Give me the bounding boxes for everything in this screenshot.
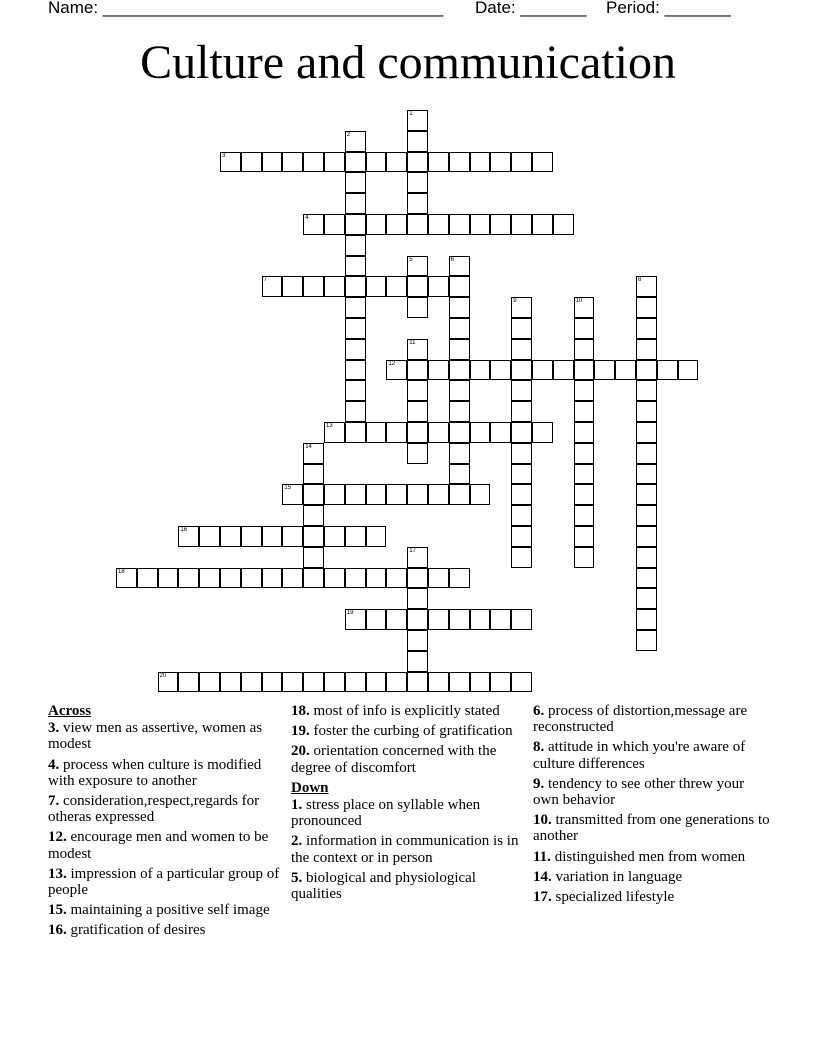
- crossword-cell[interactable]: [199, 526, 220, 547]
- crossword-cell[interactable]: [428, 484, 449, 505]
- crossword-cell[interactable]: [636, 588, 657, 609]
- crossword-cell[interactable]: [366, 214, 387, 235]
- crossword-cell[interactable]: [574, 422, 595, 443]
- crossword-cell[interactable]: [345, 172, 366, 193]
- crossword-cell[interactable]: [636, 422, 657, 443]
- crossword-cell[interactable]: [241, 672, 262, 693]
- crossword-cell[interactable]: [366, 526, 387, 547]
- crossword-cell[interactable]: [428, 276, 449, 297]
- crossword-cell[interactable]: [324, 526, 345, 547]
- crossword-cell[interactable]: [449, 297, 470, 318]
- crossword-cell[interactable]: [407, 609, 428, 630]
- clue-item: [291, 703, 529, 719]
- crossword-cell[interactable]: [428, 672, 449, 693]
- clue-text: foster the curbing of gratification: [309, 723, 513, 740]
- crossword-cell[interactable]: [449, 422, 470, 443]
- crossword-cell[interactable]: [407, 380, 428, 401]
- crossword-cell[interactable]: [116, 568, 137, 589]
- crossword-cell[interactable]: [574, 464, 595, 485]
- clue-number: 20.: [291, 743, 310, 760]
- crossword-cell[interactable]: [449, 214, 470, 235]
- crossword-cell[interactable]: [178, 568, 199, 589]
- crossword-cell[interactable]: [449, 568, 470, 589]
- crossword-cell[interactable]: [303, 464, 324, 485]
- crossword-cell[interactable]: [511, 672, 532, 693]
- crossword-cell[interactable]: [220, 526, 241, 547]
- date-field-label[interactable]: Date: _______: [475, 0, 587, 17]
- crossword-cell[interactable]: [262, 672, 283, 693]
- crossword-cell[interactable]: [158, 672, 179, 693]
- crossword-cell[interactable]: [407, 422, 428, 443]
- crossword-cell[interactable]: [324, 422, 345, 443]
- crossword-cell[interactable]: [511, 214, 532, 235]
- crossword-cell[interactable]: [303, 214, 324, 235]
- crossword-cell[interactable]: [490, 214, 511, 235]
- clue-text: gratification of desires: [66, 922, 206, 939]
- crossword-cell[interactable]: [511, 609, 532, 630]
- clue-number-label: 3: [222, 152, 226, 159]
- crossword-cell[interactable]: [511, 360, 532, 381]
- crossword-cell[interactable]: [574, 443, 595, 464]
- clue-number-label: 8: [638, 277, 642, 284]
- crossword-cell[interactable]: [449, 672, 470, 693]
- crossword-cell[interactable]: [636, 276, 657, 297]
- clue-number: 19.: [291, 723, 310, 740]
- crossword-cell[interactable]: [407, 401, 428, 422]
- crossword-cell[interactable]: [407, 547, 428, 568]
- crossword-cell[interactable]: [532, 360, 553, 381]
- crossword-cell[interactable]: [345, 276, 366, 297]
- crossword-cell[interactable]: [303, 526, 324, 547]
- crossword-cell[interactable]: [407, 672, 428, 693]
- clue-number: 3.: [48, 720, 60, 737]
- crossword-cell[interactable]: [574, 380, 595, 401]
- crossword-cell[interactable]: [532, 152, 553, 173]
- crossword-cell[interactable]: [220, 568, 241, 589]
- crossword-cell[interactable]: [407, 651, 428, 672]
- clue-number: 4.: [48, 756, 60, 773]
- crossword-cell[interactable]: [428, 152, 449, 173]
- crossword-cell[interactable]: [470, 152, 491, 173]
- clue-text: impression of a particular group of people: [48, 865, 280, 899]
- clue-text: process when culture is modified with exposure to another: [48, 756, 262, 789]
- crossword-cell[interactable]: [407, 276, 428, 297]
- crossword-cell[interactable]: [636, 484, 657, 505]
- across-heading: Across: [48, 703, 92, 719]
- clue-number: 2.: [291, 833, 303, 850]
- crossword-cell[interactable]: [262, 526, 283, 547]
- crossword-cell[interactable]: [407, 297, 428, 318]
- crossword-cell[interactable]: [303, 547, 324, 568]
- crossword-cell[interactable]: [345, 152, 366, 173]
- crossword-cell[interactable]: [636, 380, 657, 401]
- crossword-cell[interactable]: [428, 422, 449, 443]
- clue-item: [48, 829, 283, 861]
- crossword-cell[interactable]: [386, 672, 407, 693]
- crossword-cell[interactable]: [470, 214, 491, 235]
- crossword-cell[interactable]: [636, 443, 657, 464]
- crossword-cell[interactable]: [366, 568, 387, 589]
- clue-number-label: 2: [346, 131, 351, 138]
- crossword-cell[interactable]: [490, 609, 511, 630]
- crossword-cell[interactable]: [345, 526, 366, 547]
- crossword-cell[interactable]: [137, 568, 158, 589]
- crossword-cell[interactable]: [386, 360, 407, 381]
- clue-text: distinguished men from women: [550, 848, 746, 865]
- crossword-cell[interactable]: [386, 609, 407, 630]
- clue-item: [533, 889, 773, 905]
- crossword-cell[interactable]: [449, 380, 470, 401]
- crossword-cell[interactable]: [574, 526, 595, 547]
- crossword-cell[interactable]: [407, 131, 428, 152]
- crossword-cell[interactable]: [407, 152, 428, 173]
- clue-text: variation in language: [551, 868, 683, 885]
- crossword-cell[interactable]: [324, 152, 345, 173]
- crossword-cell[interactable]: [407, 172, 428, 193]
- crossword-cell[interactable]: [241, 152, 262, 173]
- clue-number-label: 20: [159, 672, 167, 679]
- clue-item: [48, 902, 283, 918]
- clue-number-label: 4: [305, 215, 309, 221]
- crossword-cell[interactable]: [511, 401, 532, 422]
- crossword-cell[interactable]: [574, 547, 595, 568]
- clue-text: orientation concerned with the degree of discomfort: [291, 743, 497, 776]
- crossword-cell[interactable]: [449, 276, 470, 297]
- crossword-cell[interactable]: [428, 609, 449, 630]
- clue-number-label: 13: [326, 423, 333, 429]
- crossword-cell[interactable]: [199, 672, 220, 693]
- crossword-cell[interactable]: [511, 484, 532, 505]
- crossword-cell[interactable]: [303, 672, 324, 693]
- clue-item: [48, 866, 283, 898]
- clue-number-label: 11: [409, 339, 416, 346]
- crossword-cell[interactable]: [366, 152, 387, 173]
- clue-number: 7.: [48, 793, 60, 810]
- crossword-cell[interactable]: [241, 526, 262, 547]
- clue-item: [48, 922, 283, 938]
- crossword-cell[interactable]: [345, 256, 366, 277]
- crossword-cell[interactable]: [345, 339, 366, 360]
- crossword-cell[interactable]: [407, 588, 428, 609]
- crossword-cell[interactable]: [636, 568, 657, 589]
- crossword-cell[interactable]: [262, 152, 283, 173]
- clue-number-label: 9: [513, 298, 517, 305]
- clues-column-3: [533, 703, 773, 909]
- crossword-cell[interactable]: [324, 484, 345, 505]
- crossword-cell[interactable]: [470, 672, 491, 693]
- crossword-cell[interactable]: [366, 672, 387, 693]
- crossword-cell[interactable]: [345, 318, 366, 339]
- crossword-cell[interactable]: [490, 152, 511, 173]
- crossword-cell[interactable]: [511, 152, 532, 173]
- crossword-cell[interactable]: [324, 672, 345, 693]
- crossword-cell[interactable]: [574, 505, 595, 526]
- crossword-cell[interactable]: [574, 297, 595, 318]
- crossword-cell[interactable]: [303, 505, 324, 526]
- crossword-cell[interactable]: [636, 339, 657, 360]
- crossword-cell[interactable]: [449, 443, 470, 464]
- crossword-cell[interactable]: [178, 672, 199, 693]
- clue-item: [291, 797, 529, 829]
- clue-text: most of info is explicitly stated: [309, 703, 500, 719]
- crossword-cell[interactable]: [511, 318, 532, 339]
- clue-item: [291, 743, 529, 775]
- crossword-cell[interactable]: [511, 297, 532, 318]
- clue-item: [533, 703, 773, 735]
- crossword-cell[interactable]: [345, 401, 366, 422]
- crossword-cell[interactable]: [636, 401, 657, 422]
- crossword-cell[interactable]: [324, 568, 345, 589]
- crossword-cell[interactable]: [511, 464, 532, 485]
- crossword-cell[interactable]: [470, 484, 491, 505]
- clue-number-label: 16: [180, 527, 188, 533]
- crossword-cell[interactable]: [636, 360, 657, 381]
- crossword-cell[interactable]: [386, 422, 407, 443]
- crossword-cell[interactable]: [345, 422, 366, 443]
- crossword-cell[interactable]: [262, 276, 283, 297]
- crossword-cell[interactable]: [574, 339, 595, 360]
- crossword-cell[interactable]: [386, 214, 407, 235]
- clue-number-label: 18: [118, 568, 125, 575]
- clue-number: 13.: [48, 865, 67, 882]
- crossword-cell[interactable]: [553, 214, 574, 235]
- clue-number: 10.: [533, 812, 552, 829]
- clue-text: tendency to see other threw your own behavior: [533, 775, 745, 809]
- clue-item: [533, 739, 773, 771]
- crossword-cell[interactable]: [636, 505, 657, 526]
- crossword-cell[interactable]: [574, 360, 595, 381]
- crossword-cell[interactable]: [345, 672, 366, 693]
- name-field-label[interactable]: Name: ____________________________________: [48, 0, 444, 17]
- crossword-cell[interactable]: [282, 526, 303, 547]
- crossword-cell[interactable]: [449, 484, 470, 505]
- clue-number: 16.: [48, 922, 67, 939]
- crossword-cell[interactable]: [220, 672, 241, 693]
- crossword-cell[interactable]: [615, 360, 636, 381]
- crossword-cell[interactable]: [449, 464, 470, 485]
- down-clue-list-1: [291, 797, 529, 902]
- clue-text: consideration,respect,regards for otheras expressed: [48, 793, 260, 826]
- crossword-cell[interactable]: [511, 422, 532, 443]
- crossword-cell[interactable]: [407, 360, 428, 381]
- crossword-cell[interactable]: [490, 672, 511, 693]
- clue-item: [291, 870, 529, 902]
- crossword-cell[interactable]: [386, 276, 407, 297]
- crossword-cell[interactable]: [178, 526, 199, 547]
- crossword-cell[interactable]: [470, 609, 491, 630]
- crossword-cell[interactable]: [449, 339, 470, 360]
- crossword-cell[interactable]: [303, 568, 324, 589]
- clue-number-label: 12: [388, 360, 396, 367]
- crossword-cell[interactable]: [345, 484, 366, 505]
- crossword-cell[interactable]: [345, 131, 366, 152]
- clue-number-label: 19: [346, 610, 354, 617]
- crossword-cell[interactable]: [449, 152, 470, 173]
- crossword-cell[interactable]: [449, 360, 470, 381]
- clue-text: information in communication is in the context or in person: [291, 833, 519, 866]
- clue-number-label: 7: [263, 277, 267, 284]
- crossword-cell[interactable]: [282, 672, 303, 693]
- crossword-cell[interactable]: [282, 484, 303, 505]
- crossword-cell[interactable]: [366, 422, 387, 443]
- crossword-cell[interactable]: [470, 360, 491, 381]
- crossword-cell[interactable]: [657, 360, 678, 381]
- crossword-cell[interactable]: [407, 568, 428, 589]
- clue-item: [291, 833, 529, 865]
- crossword-cell[interactable]: [511, 339, 532, 360]
- crossword-cell[interactable]: [303, 443, 324, 464]
- clues-column-2: [291, 703, 529, 906]
- crossword-cell[interactable]: [407, 256, 428, 277]
- crossword-cell[interactable]: [636, 630, 657, 651]
- crossword-cell[interactable]: [574, 484, 595, 505]
- crossword-cell[interactable]: [511, 380, 532, 401]
- clue-number: 14.: [533, 868, 552, 885]
- clue-text: stress place on syllable when pronounced: [291, 797, 481, 830]
- crossword-cell[interactable]: [345, 235, 366, 256]
- clue-item: [48, 757, 283, 789]
- crossword-cell[interactable]: [574, 318, 595, 339]
- crossword-cell[interactable]: [511, 443, 532, 464]
- crossword-cell[interactable]: [594, 360, 615, 381]
- crossword-cell[interactable]: [303, 276, 324, 297]
- crossword-cell[interactable]: [636, 609, 657, 630]
- clue-item: [533, 776, 773, 808]
- clue-item: [48, 793, 283, 825]
- crossword-cell[interactable]: [532, 422, 553, 443]
- crossword-cell[interactable]: [282, 152, 303, 173]
- across-clue-list-1: [48, 720, 283, 938]
- clue-item: [533, 812, 773, 844]
- clue-text: transmitted from one generations to another: [533, 812, 770, 845]
- crossword-cell[interactable]: [449, 609, 470, 630]
- page-title: Culture and communication: [140, 36, 676, 89]
- clue-number-label: 17: [409, 547, 416, 554]
- crossword-cell[interactable]: [324, 214, 345, 235]
- crossword-cell[interactable]: [636, 547, 657, 568]
- crossword-cell[interactable]: [678, 360, 699, 381]
- across-clue-list-2: [291, 703, 529, 776]
- clue-number: 8.: [533, 739, 545, 756]
- crossword-cell[interactable]: [324, 276, 345, 297]
- clue-number-label: 10: [575, 298, 583, 305]
- crossword-cell[interactable]: [282, 568, 303, 589]
- crossword-cell[interactable]: [511, 526, 532, 547]
- crossword-cell[interactable]: [449, 256, 470, 277]
- crossword-cell[interactable]: [636, 526, 657, 547]
- crossword-cell[interactable]: [532, 214, 553, 235]
- crossword-cell[interactable]: [553, 360, 574, 381]
- crossword-cell[interactable]: [407, 339, 428, 360]
- clue-text: maintaining a positive self image: [66, 902, 270, 919]
- crossword-cell[interactable]: [386, 152, 407, 173]
- clue-number: 17.: [533, 889, 552, 906]
- crossword-cell[interactable]: [386, 568, 407, 589]
- clues-column-1: [48, 703, 283, 943]
- period-field-label[interactable]: Period: _______: [606, 0, 731, 17]
- clue-number-label: 5: [409, 256, 413, 263]
- crossword-cell[interactable]: [407, 214, 428, 235]
- clue-number: 5.: [291, 869, 303, 886]
- crossword-cell[interactable]: [490, 360, 511, 381]
- clue-item: [533, 869, 773, 885]
- crossword-cell[interactable]: [386, 484, 407, 505]
- crossword-cell[interactable]: [241, 568, 262, 589]
- crossword-cell[interactable]: [366, 609, 387, 630]
- crossword-cell[interactable]: [282, 276, 303, 297]
- clue-text: process of distortion,message are reconstructed: [533, 703, 748, 736]
- clue-number: 9.: [533, 775, 545, 792]
- crossword-cell[interactable]: [574, 401, 595, 422]
- clue-number: 1.: [291, 797, 303, 814]
- crossword-cell[interactable]: [199, 568, 220, 589]
- crossword-cell[interactable]: [407, 630, 428, 651]
- crossword-cell[interactable]: [366, 276, 387, 297]
- crossword-cell[interactable]: [345, 360, 366, 381]
- crossword-cell[interactable]: [449, 318, 470, 339]
- down-heading: Down: [291, 779, 329, 796]
- crossword-cell[interactable]: [636, 297, 657, 318]
- clue-text: specialized lifestyle: [551, 889, 675, 906]
- crossword-cell[interactable]: [511, 547, 532, 568]
- clue-text: attitude in which you're aware of culture differences: [533, 739, 746, 772]
- crossword-cell[interactable]: [407, 443, 428, 464]
- crossword-cell[interactable]: [220, 152, 241, 173]
- clue-number-label: 6: [450, 256, 455, 263]
- crossword-cell[interactable]: [366, 484, 387, 505]
- crossword-cell[interactable]: [407, 484, 428, 505]
- clue-number: 15.: [48, 902, 67, 919]
- crossword-cell[interactable]: [303, 484, 324, 505]
- clue-number-label: 14: [305, 443, 312, 450]
- crossword-cell[interactable]: [345, 193, 366, 214]
- crossword-cell[interactable]: [345, 568, 366, 589]
- crossword-cell[interactable]: [345, 297, 366, 318]
- crossword-cell[interactable]: [345, 214, 366, 235]
- crossword-cell[interactable]: [158, 568, 179, 589]
- clue-text: encourage men and women to be modest: [48, 829, 269, 862]
- clue-number-label: 15: [284, 485, 292, 492]
- crossword-cell[interactable]: [490, 422, 511, 443]
- clue-number: 11.: [533, 848, 551, 865]
- clue-item: [291, 723, 529, 739]
- crossword-cell[interactable]: [345, 380, 366, 401]
- crossword-cell[interactable]: [407, 193, 428, 214]
- clue-item: [48, 720, 283, 752]
- crossword-cell[interactable]: [470, 422, 491, 443]
- crossword-cell[interactable]: [428, 214, 449, 235]
- clue-number: 18.: [291, 703, 310, 719]
- clue-number: 12.: [48, 829, 67, 846]
- crossword-cell[interactable]: [511, 505, 532, 526]
- clue-text: view men as assertive, women as modest: [48, 720, 263, 753]
- crossword-cell[interactable]: [636, 464, 657, 485]
- crossword-cell[interactable]: [345, 609, 366, 630]
- clue-text: biological and physiological qualities: [291, 869, 476, 903]
- down-clue-list-2: [533, 703, 773, 905]
- crossword-cell[interactable]: [303, 152, 324, 173]
- crossword-cell[interactable]: [428, 568, 449, 589]
- crossword-cell[interactable]: [636, 318, 657, 339]
- crossword-cell[interactable]: [449, 401, 470, 422]
- clue-number-label: 1: [409, 111, 413, 117]
- crossword-cell[interactable]: [407, 110, 428, 131]
- clue-item: [533, 849, 773, 865]
- crossword-cell[interactable]: [428, 360, 449, 381]
- crossword-cell[interactable]: [262, 568, 283, 589]
- clue-number: 6.: [533, 703, 545, 719]
